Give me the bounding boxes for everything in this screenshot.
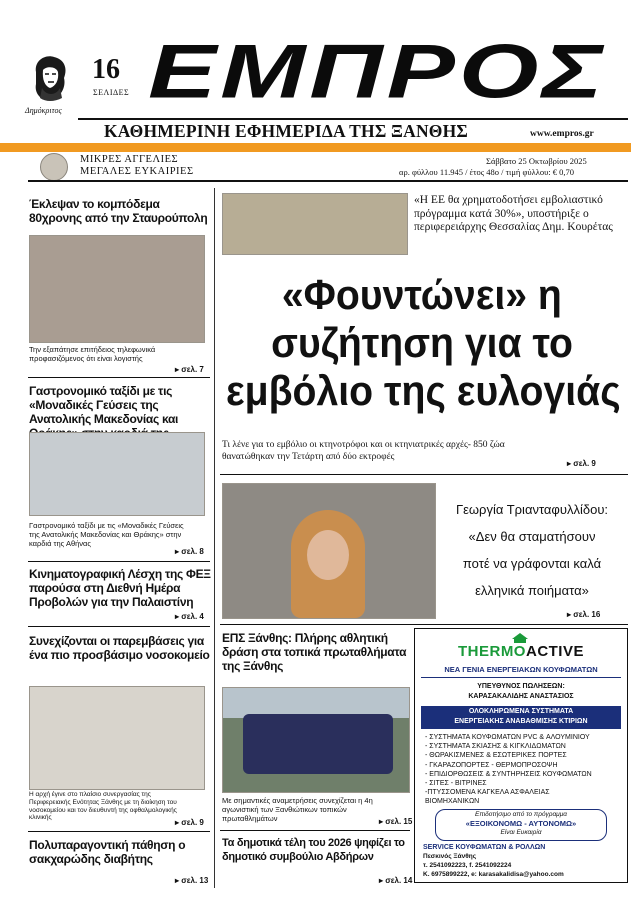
headline-hospital[interactable]: Συνεχίζονται οι παρεμβάσεις για ένα πιο προσβάσιμο νοσοκομείο <box>29 634 210 662</box>
masthead-title: ΕΜΠΡΟΣ <box>148 29 607 114</box>
headline-gastronomy[interactable]: Γαστρονομικό ταξίδι με τις «Μοναδικές Γεύσεις της Ανατολικής Μακεδονίας και <box>29 384 179 426</box>
ref-interview[interactable]: ▸ σελ. 16 <box>567 610 601 619</box>
ref-film-club[interactable]: ▸ σελ. 4 <box>175 612 204 621</box>
pages-label: ΣΕΛΙΔΕΣ <box>93 88 130 97</box>
advertisement-thermoactive[interactable] <box>414 628 628 883</box>
ad-logo: THERMOACTIVE <box>457 643 584 660</box>
caption-robbery: Την εξαπάτησε επιτήδειος τηλεφωνικά προφασιζόμενος ότι είναι λογιστής <box>29 345 156 363</box>
ad-sales-label: ΥΠΕΥΘΥΝΟΣ ΠΩΛΗΣΕΩΝ: <box>477 683 565 690</box>
issue-info: αρ. φύλλου 11.945 / έτος 48ο / τιμή φύλλου: € 0,70 <box>399 167 575 177</box>
masthead-subtitle: ΚΑΘΗΜΕΡΙΝΗ ΕΦΗΜΕΡΙΔΑ ΤΗΣ ΞΑΝΘΗΣ <box>104 121 469 141</box>
top-story-headline[interactable]: «Φουντώνει» η συζήτηση για το εμβόλιο της ευλογιάς <box>226 272 621 415</box>
ad-mobile-email: Κ. 6975899222, e: karasakalidisa@yahoo.com <box>423 871 564 878</box>
ad-services-list: - ΣΥΣΤΗΜΑΤΑ ΚΟΥΦΩΜΑΤΩΝ PVC & ΑΛΟΥΜΙΝΙΟΥ - ΣΥΣΤΗΜΑΤΑ ΣΚΙΑΣΗΣ & ΚΙΓΚΛΙΔΩΜΑΤΩΝ - ΘΩΡΑΚΙΣΜΕΝΕΣ & ΕΣΩΤΕΡΙΚΕΣ ΠΟΡΤΕΣ - ΓΚΑΡΑΖΟΠΟΡΤΕΣ - ΘΕΡΜΟΠΡΟΣΟΨΗ - ΕΠΙΔΙΟΡΘΩΣΕΙΣ & ΣΥΝΤΗΡΗΣΕΙΣ ΚΟΥΦΩΜΑΤΩΝ - ΣΙΤΕΣ - ΒΙΤΡΙΝΕΣ -ΠΤΥΣΣΟΜΕΝΑ ΚΑΓΚΕΛΑ ΑΣΦΑΛΕΙΑΣ ΒΙΟΜΗΧΑΝΙΚΩΝ <box>425 734 592 806</box>
headline-film-club[interactable]: Κινηματογραφική Λέσχη της ΦΕΞ παρούσα στη Διεθνή Ημέρα Προβολών για την Παλαιστίνη <box>29 567 211 609</box>
founder-caption: Δημόκριτος <box>25 106 62 115</box>
ad-program-box: Επιδοτήσιμο από το πρόγραμμα «ΕΞΟΙΚΟΝΟΜΩ - ΑΥΤΟΝΟΜΩ» Είναι Ευκαιρία <box>435 809 607 841</box>
photo-sheep <box>222 193 408 255</box>
caption-hospital: Η αρχή έγινε στο πλαίσιο συνεργασίας της Περιφερειακής Ενότητας Ξάνθης με τη διοίκηση του νοσοκομείου και τον διευθυντή της οφθαλμολογικής κλινικής <box>29 791 177 822</box>
classifieds-line1: ΜΙΚΡΕΣ ΑΓΓΕΛΙΕΣ <box>80 154 179 165</box>
photo-gastronomy-event <box>29 432 205 516</box>
ref-sports[interactable]: ▸ σελ. 15 <box>379 817 413 826</box>
top-story-quote: «Η ΕΕ θα χρηματοδοτήσει εμβολιαστικό πρόγραμμα κατά 30%», υποστήριξε ο περιφερειάρχης Θεσσαλίας Δημ. Κουρέτας <box>414 194 613 233</box>
ref-top-story[interactable]: ▸ σελ. 9 <box>567 459 596 468</box>
photo-elderly-hands <box>29 235 205 343</box>
ad-house-icon <box>511 631 529 643</box>
website-link[interactable]: www.empros.gr <box>530 129 594 139</box>
founder-portrait <box>28 52 72 104</box>
classifieds-line2: ΜΕΓΑΛΕΣ ΕΥΚΑΙΡΙΕΣ <box>80 166 194 177</box>
photo-football-team <box>222 687 410 793</box>
interview-name: Γεωργία Τριανταφυλλίδου: <box>455 502 609 517</box>
headline-abdera-fees[interactable]: Τα δημοτικά τέλη του 2026 ψηφίζει το δημοτικό συμβούλιο Αβδήρων <box>222 837 405 863</box>
issue-date: Σάββατο 25 Οκτωβρίου 2025 <box>486 156 587 166</box>
interview-line2: «Δεν θα σταματήσουν <box>468 529 596 544</box>
top-story-deck: Τι λένε για το εμβόλιο οι κτηνοτρόφοι και οι κτηνιατρικές αρχές- 850 ζώα θανατώθηκαν την Τετάρτη από δύο εκτροφές <box>222 440 505 462</box>
ad-systems-banner: ΟΛΟΚΛΗΡΩΜΕΝΑ ΣΥΣΤΗΜΑΤΑ ΕΝΕΡΓΕΙΑΚΗΣ ΑΝΑΒΑΘΜΙΣΗΣ ΚΤΙΡΙΩΝ <box>421 706 621 729</box>
photo-woman-portrait <box>222 483 436 619</box>
ad-tagline: ΝΕΑ ΓΕΝΙΑ ΕΝΕΡΓΕΙΑΚΩΝ ΚΟΥΦΩΜΑΤΩΝ <box>444 665 598 674</box>
ref-gastronomy[interactable]: ▸ σελ. 8 <box>175 547 204 556</box>
pages-number: 16 <box>92 54 120 85</box>
ad-service-title: SERVICE ΚΟΥΦΩΜΑΤΩΝ & ΡΟΛΛΩΝ <box>423 844 546 851</box>
interview-line3: ποτέ να γράφονται καλά <box>462 556 602 571</box>
interview-quote[interactable] <box>437 496 627 604</box>
ad-address: Πεσκινός Ξάνθης <box>423 853 477 860</box>
orange-band <box>0 143 631 152</box>
ref-diabetes[interactable]: ▸ σελ. 13 <box>175 876 209 885</box>
headline-robbery[interactable]: Έκλεψαν το κομπόδεμα 80χρονης από την Σταυρούπολη <box>29 197 208 225</box>
interview-line4: ελληνικά ποιήματα» <box>475 583 589 598</box>
ref-abdera-fees[interactable]: ▸ σελ. 14 <box>379 876 413 885</box>
ref-robbery[interactable]: ▸ σελ. 7 <box>175 365 204 374</box>
headline-sports[interactable]: ΕΠΣ Ξάνθης: Πλήρης αθλητική δράση στα τοπικά πρωταθλήματα της Ξάνθης <box>222 631 407 673</box>
photo-hospital-group <box>29 686 205 790</box>
caption-sports: Με σημαντικές αναμετρήσεις συνεχίζεται η 4η αγωνιστική των Ξανθιώτικων τοπικών πρωταθλημάτων <box>222 796 373 823</box>
coin-emblem <box>40 153 68 181</box>
column-divider <box>214 188 215 888</box>
ad-sales-name: ΚΑΡΑΣΑΚΑΛΙΔΗΣ ΑΝΑΣΤΑΣΙΟΣ <box>468 693 574 700</box>
headline-diabetes[interactable]: Πολυπαραγοντική πάθηση ο σακχαρώδης διαβήτης <box>29 838 186 866</box>
ref-hospital[interactable]: ▸ σελ. 9 <box>175 818 204 827</box>
ad-phones: τ. 2541092223, f. 2541092224 <box>423 862 512 869</box>
caption-gastronomy: Γαστρονομικό ταξίδι με τις «Μοναδικές Γεύσεις της Ανατολικής Μακεδονίας και Θράκης» στην καρδιά της Αθήνας <box>29 521 184 548</box>
